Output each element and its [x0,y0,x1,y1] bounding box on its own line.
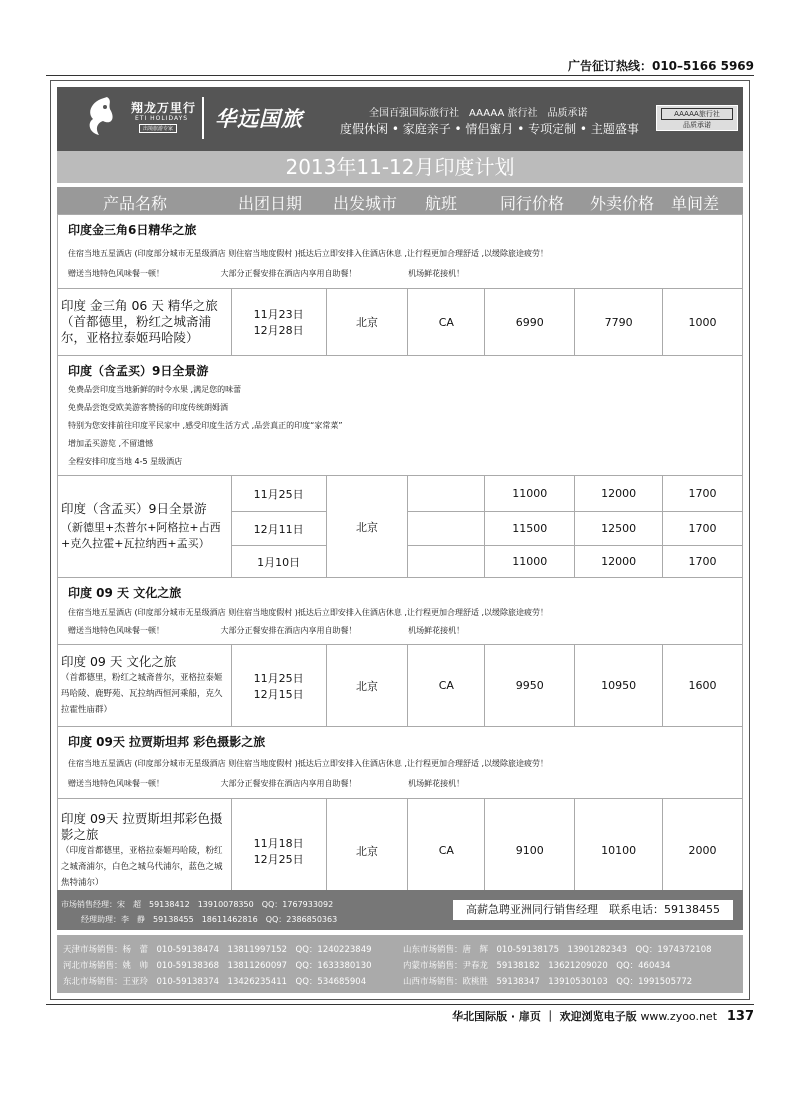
sales-manager-contact: 市场销售经理：宋 超 59138412 13910078350 QQ：1767933092 [61,900,334,909]
depart-date-cell: 11月25日 [231,476,326,512]
trade-price-cell: 11000 [485,476,575,512]
table-row [58,476,743,512]
section-title: 印度 09天 拉贾斯坦邦 彩色摄影之旅 [68,735,266,749]
product-name: 印度 09天 拉贾斯坦邦彩色摄影之旅 [61,810,223,842]
manager-assistant-contact: 经理助理：李 静 59138455 18611462816 QQ：2386850363 [81,915,338,924]
table-row [58,289,743,356]
section-info [58,578,743,645]
table-header [57,187,743,214]
page-footer [452,1008,754,1024]
section-feature: 免费品尝饱受欧美游客赞扬的印度传统朗姆酒 [68,403,228,412]
section-feature-item: 赠送当地特色风味餐一顿！ [68,779,164,788]
contact-bar [57,890,743,930]
trade-price-cell: 9950 [485,645,575,727]
trade-price-cell: 9100 [485,799,575,903]
flight-cell: CA [408,289,485,356]
section-feature [68,264,732,284]
section-feature-item: 大部分正餐安排在酒店内享用自助餐！ [220,626,357,635]
section-feature: 住宿当地五星酒店 (印度部分城市无星级酒店 则住宿当地度假村 )抵达后立即安排入住酒店休息 ,让行程更加合理舒适 ,以缓除旅途疲劳！ [68,608,549,617]
dragon-logo-icon [81,95,121,139]
product-name-cell [58,476,232,578]
header-product-name: 产品名称 [103,194,168,213]
bottom-divider [46,1004,754,1005]
section-feature-item: 机场鲜花接机！ [408,626,465,635]
section-feature-item: 赠送当地特色风味餐一顿！ [68,269,164,278]
badge-grade: AAAAA旅行社 [661,108,733,120]
header-depart-city: 出发城市 [333,194,398,213]
page-number: 137 [726,1009,754,1024]
huayuan-logo-text: 华远国旅 [215,107,303,131]
product-itinerary: （印度首都德里，亚格拉泰姬玛哈陵，粉红之城斋浦尔，白色之城乌代浦尔，蓝色之城焦特浦尔） [61,845,223,888]
section-feature: 住宿当地五星酒店 (印度部分城市无星级酒店 则住宿当地度假村 )抵达后立即安排入住酒店休息 ,让行程更加合理舒适 ,以缓除旅途疲劳！ [68,249,549,258]
regional-contact: 河北市场销售：姚 帅 010-59138368 13811260097 QQ：1633380130 [63,961,372,971]
depart-city-cell: 北京 [326,476,408,578]
section-row [58,356,743,476]
tour-table [57,214,743,903]
retail-price-cell: 12000 [575,476,663,512]
regional-contact: 天津市场销售：杨 蕾 010-59138474 13811997152 QQ：1240223849 [63,945,372,955]
eti-logo-text: 翔龙万里行 [131,101,197,115]
section-feature [68,622,732,640]
ad-hotline: 广告征订热线：010–5166 5969 [567,59,754,73]
product-name-cell [58,645,232,727]
depart-date: 12月15日 [253,687,304,701]
top-divider [46,75,754,76]
section-feature: 免费品尝印度当地新鲜的时令水果 ,满足您的味蕾 [68,385,242,394]
product-name-cell [58,289,232,356]
depart-date-cell: 1月10日 [231,546,326,578]
section-title: 印度（含孟买）9日全景游 [68,364,209,378]
footer-text: 华北国际版 · 扉页 ｜ 欢迎浏览电子版 [452,1010,637,1023]
footer-url-link[interactable]: www.zyoo.net [640,1010,718,1023]
single-supplement-cell: 1700 [663,476,743,512]
single-supplement-cell: 1700 [663,512,743,546]
header-trade-price: 同行价格 [500,194,565,213]
header-single-supplement: 单间差 [671,194,720,213]
flight-cell: CA [408,799,485,903]
trade-price-cell: 6990 [485,289,575,356]
flight-cell: CA [408,645,485,727]
single-supplement-cell: 2000 [663,799,743,903]
section-feature-item: 大部分正餐安排在酒店内享用自助餐！ [220,269,357,278]
header-depart-date: 出团日期 [238,194,303,213]
flight-cell [408,476,485,512]
section-title: 印度 09 天 文化之旅 [68,586,182,600]
product-itinerary: （新德里+杰普尔+阿格拉+占西+克久拉霍+瓦拉纳西+孟买） [61,521,221,550]
regional-contacts [57,935,743,993]
depart-city-cell: 北京 [326,645,408,727]
logo-separator [202,97,204,139]
retail-price-cell: 12000 [575,546,663,578]
regional-contact: 山东市场销售：唐 辉 010-59138175 13901282343 QQ：1974372108 [403,945,712,955]
depart-date-cell [231,289,326,356]
table-row [58,645,743,727]
flight-cell [408,546,485,578]
depart-city-cell: 北京 [326,799,408,903]
brand-banner [57,87,743,151]
retail-price-cell: 10100 [575,799,663,903]
service-tagline: 度假休闲 • 家庭亲子 • 情侣蜜月 • 专项定制 • 主题盛事 [340,122,639,136]
single-supplement-cell: 1000 [663,289,743,356]
retail-price-cell: 12500 [575,512,663,546]
header-retail-price: 外卖价格 [590,194,655,213]
retail-price-cell: 10950 [575,645,663,727]
table-row [58,799,743,903]
retail-price-cell: 7790 [575,289,663,356]
depart-date: 12月28日 [253,324,304,337]
product-name: 印度 金三角 06 天 精华之旅（首都德里，粉红之城斋浦尔，亚格拉泰姬玛哈陵） [61,298,218,345]
section-feature-item: 大部分正餐安排在酒店内享用自助餐！ [220,779,357,788]
recruit-notice: 高薪急聘亚洲同行销售经理 联系电话：59138455 [453,900,733,920]
header-flight: 航班 [425,194,458,213]
section-feature: 全程安排印度当地 4-5 星级酒店 [68,457,183,466]
depart-date-cell: 12月11日 [231,512,326,546]
section-row [58,215,743,289]
section-feature-item: 赠送当地特色风味餐一顿！ [68,626,164,635]
single-supplement-cell: 1700 [663,546,743,578]
product-name: 印度 09 天 文化之旅 [61,653,177,669]
badge-promise: 品质承诺 [683,121,711,129]
section-row [58,727,743,799]
depart-city-cell: 北京 [326,289,408,356]
section-info [58,356,743,476]
section-feature: 住宿当地五星酒店 (印度部分城市无星级酒店 则住宿当地度假村 )抵达后立即安排入住酒店休息 ,让行程更加合理舒适 ,以缓除旅途疲劳！ [68,759,549,768]
section-feature-item: 机场鲜花接机！ [408,269,465,278]
regional-contact: 内蒙市场销售：尹春龙 59138182 13621209020 QQ：460434 [403,961,671,971]
section-row [58,578,743,645]
eti-logo-slogan: 出境旅游专家 [139,124,177,133]
depart-date: 12月25日 [253,852,304,866]
product-name: 印度（含孟买）9日全景游 [61,501,207,516]
section-feature [68,774,732,794]
quality-badge [656,105,738,131]
depart-date: 11月18日 [253,836,304,850]
section-info [58,215,743,289]
section-feature-item: 机场鲜花接机！ [408,779,465,788]
depart-date: 11月25日 [253,671,304,685]
trade-price-cell: 11500 [485,512,575,546]
depart-date-cell [231,645,326,727]
section-feature: 特别为您安排前往印度平民家中 ,感受印度生活方式 ,品尝真正的印度“家常菜” [68,421,343,430]
regional-contact: 东北市场销售：王亚玲 010-59138374 13426235411 QQ：534685904 [63,977,367,987]
flight-cell [408,512,485,546]
section-info [58,727,743,799]
section-title: 印度金三角6日精华之旅 [68,223,197,237]
product-name-cell [58,799,232,903]
trade-price-cell: 11000 [485,546,575,578]
page-title: 2013年11-12月印度计划 [57,151,743,183]
agency-credentials: 全国百强国际旅行社 AAAAA 旅行社 品质承诺 [369,108,588,119]
regional-contact: 山西市场销售：欧桃胜 59138347 13910530103 QQ：1991505772 [403,977,693,987]
eti-logo-english: ETI HOLIDAYS [135,115,189,122]
depart-date: 11月23日 [253,308,304,321]
product-itinerary: （首都德里，粉红之城斋普尔，亚格拉泰姬玛哈陵、鹿野苑、瓦拉纳西恒河乘船，克久拉霍性庙群） [61,672,223,715]
depart-date-cell [231,799,326,903]
section-feature: 增加孟买游览 ,不留遗憾 [68,439,154,448]
single-supplement-cell: 1600 [663,645,743,727]
